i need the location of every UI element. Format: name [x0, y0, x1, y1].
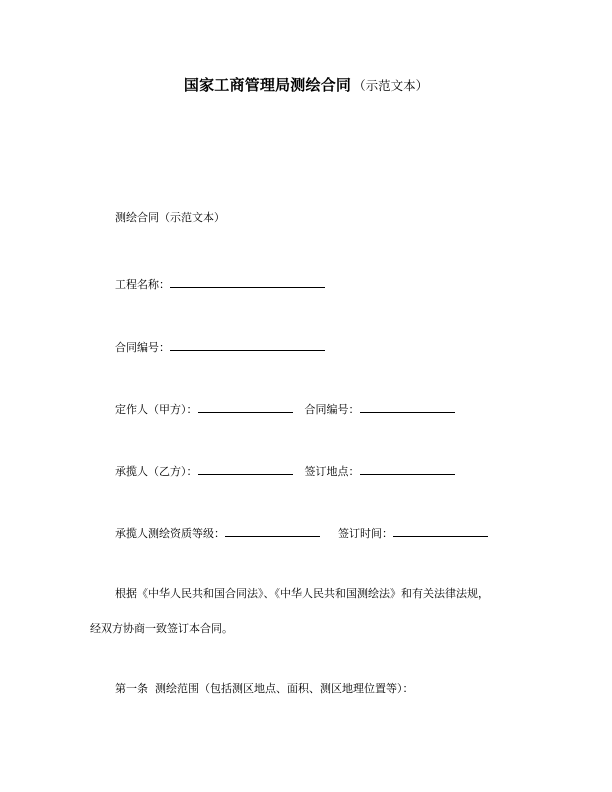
project-name-label: 工程名称： — [115, 278, 170, 291]
contract-no-label: 合同编号： — [115, 341, 170, 354]
contract-no-row — [115, 339, 325, 355]
project-name-field[interactable] — [170, 276, 325, 288]
document-title — [0, 74, 612, 95]
sign-time-label: 签订时间： — [338, 527, 393, 540]
preamble-text-2: 经双方协商一致签订本合同。 — [90, 622, 233, 635]
title-main: 国家工商管理局测绘合同 — [183, 76, 352, 94]
title-sub: （示范文本） — [353, 78, 429, 93]
preamble-line-1 — [115, 587, 489, 601]
qualification-label: 承揽人测绘资质等级： — [115, 527, 225, 540]
project-name-row — [115, 276, 325, 292]
contract-no-field[interactable] — [170, 339, 325, 351]
party-a-label: 定作人（甲方）： — [115, 403, 198, 416]
article-1-heading — [115, 682, 414, 696]
party-b-label: 承揽人（乙方）： — [115, 465, 198, 478]
subtitle-text: 测绘合同（示范文本） — [115, 211, 225, 224]
party-a-row — [115, 401, 455, 417]
party-b-row — [115, 463, 455, 479]
party-a-contract-no-field[interactable] — [360, 401, 455, 413]
qualification-field[interactable] — [225, 525, 320, 537]
contract-subtitle — [115, 211, 225, 225]
sign-place-label: 签订地点： — [304, 465, 360, 478]
sign-place-field[interactable] — [360, 463, 455, 475]
article-1-text: 第一条 测绘范围（包括测区地点、面积、测区地理位置等）： — [115, 682, 414, 695]
sign-time-field[interactable] — [393, 525, 488, 537]
preamble-line-2 — [90, 622, 233, 636]
party-a-contract-no-label: 合同编号： — [304, 403, 360, 416]
qualification-row — [115, 525, 488, 541]
party-a-field[interactable] — [198, 401, 293, 413]
party-b-field[interactable] — [198, 463, 293, 475]
preamble-text-1: 根据《中华人民共和国合同法》、《中华人民共和国测绘法》和有关法律法规， — [115, 587, 489, 600]
